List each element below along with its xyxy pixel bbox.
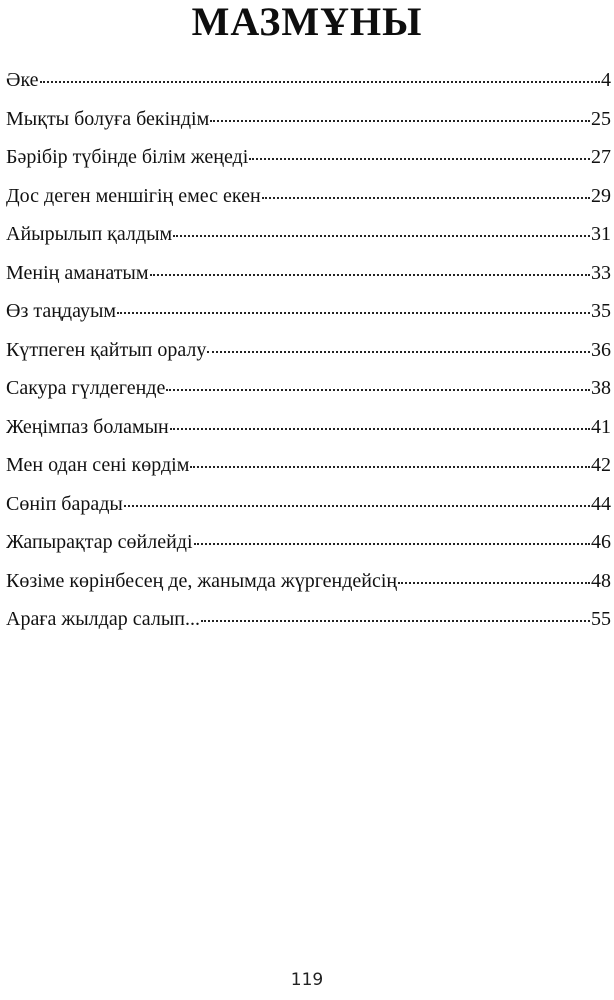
toc-dot-leader (190, 451, 590, 471)
toc-entry-title: Менің аманатым (6, 261, 149, 284)
toc-entry[interactable] (6, 446, 611, 485)
toc-entry-title: Мықты болуға бекіндім (6, 107, 210, 130)
toc-entry[interactable] (6, 331, 611, 370)
toc-entry[interactable] (6, 408, 611, 447)
toc-entry-page: 41 (591, 415, 611, 438)
toc-dot-leader (207, 336, 590, 356)
toc-dot-leader (398, 567, 590, 587)
toc-entry[interactable] (6, 61, 611, 100)
toc-entry[interactable] (6, 254, 611, 293)
toc-entry-title: Жеңімпаз боламын (6, 415, 169, 438)
toc-dot-leader (170, 413, 590, 433)
toc-entry-title: Дос деген меншігің емес екен (6, 184, 261, 207)
toc-entry-page: 33 (591, 261, 611, 284)
toc-entry-page: 44 (591, 492, 611, 515)
table-of-contents (6, 61, 611, 639)
toc-dot-leader (173, 220, 590, 240)
toc-entry-title: Сакура гүлдегенде (6, 377, 166, 399)
toc-entry[interactable] (6, 100, 611, 139)
toc-entry[interactable] (6, 523, 611, 562)
toc-entry-page: 25 (591, 107, 611, 130)
toc-entry[interactable] (6, 485, 611, 524)
page-number: 119 (290, 970, 324, 990)
toc-entry[interactable] (6, 177, 611, 216)
toc-entry-title: Мен одан сені көрдім (6, 454, 190, 476)
toc-dot-leader (117, 297, 590, 317)
toc-dot-leader (262, 182, 590, 202)
toc-entry-title: Жапырақтар сөйлейді (6, 531, 193, 553)
toc-entry[interactable] (6, 215, 611, 254)
toc-entry[interactable] (6, 292, 611, 331)
toc-entry-page: 29 (591, 184, 611, 207)
toc-entry-title: Өз таңдауым (6, 300, 117, 322)
toc-entry[interactable] (6, 369, 611, 408)
toc-entry[interactable] (6, 562, 611, 601)
toc-entry-title: Араға жылдар салып... (6, 608, 200, 630)
toc-dot-leader (249, 143, 590, 163)
toc-entry-title: Көзіме көрінбесең де, жанымда жүргендейсің (6, 569, 398, 592)
toc-entry-title: Күтпеген қайтып оралу (6, 338, 207, 361)
toc-dot-leader (194, 528, 590, 548)
toc-dot-leader (124, 490, 590, 510)
toc-entry[interactable] (6, 600, 611, 639)
toc-dot-leader (150, 259, 590, 279)
toc-entry-title: Бәрібір түбінде білім жеңеді (6, 146, 249, 168)
toc-dot-leader (40, 66, 600, 86)
toc-entry-page: 4 (601, 69, 611, 91)
toc-entry-page: 27 (591, 146, 611, 168)
toc-entry-page: 46 (591, 531, 611, 553)
toc-entry-page: 35 (591, 300, 611, 322)
toc-entry-page: 48 (591, 569, 611, 592)
toc-entry-page: 42 (591, 454, 611, 476)
toc-entry-title: Айырылып қалдым (6, 223, 173, 245)
page-title: МАЗМҰНЫ (191, 0, 423, 44)
toc-entry-page: 31 (591, 223, 611, 245)
toc-entry[interactable] (6, 138, 611, 177)
toc-entry-page: 36 (591, 338, 611, 361)
toc-entry-page: 38 (591, 377, 611, 399)
toc-dot-leader (166, 374, 590, 394)
toc-entry-title: Сөніп барады (6, 492, 123, 515)
toc-dot-leader (210, 105, 590, 125)
toc-dot-leader (201, 605, 590, 625)
toc-entry-page: 55 (591, 608, 611, 630)
toc-entry-title: Әке (6, 69, 39, 91)
